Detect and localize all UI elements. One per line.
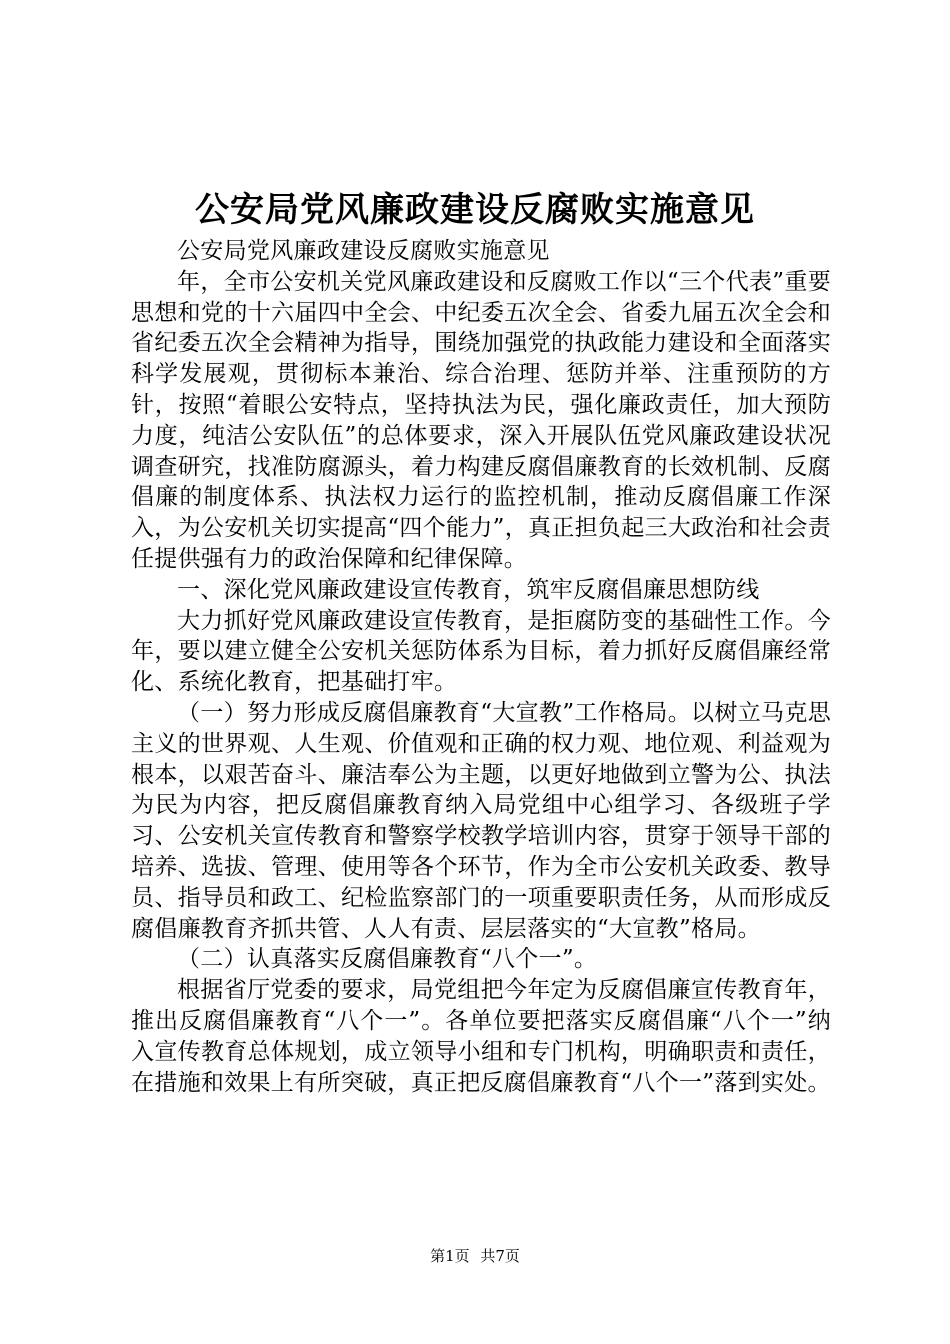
page-footer <box>0 1246 950 1266</box>
document-body <box>131 236 831 1098</box>
paragraph-item-2: 根据省厅党委的要求，局党组把今年定为反腐倡廉宣传教育年，推出反腐倡廉教育“八个一”。各单位要把落实反腐倡廉“八个一”纳入宣传教育总体规划，成立领导小组和专门机构，明确职责和责任，在措施和效果上有所突破，真正把反腐倡廉教育“八个一”落到实处。 <box>131 977 831 1096</box>
page-total: 共7页 <box>480 1247 520 1265</box>
document-title: 公安局党风廉政建设反腐败实施意见 <box>195 190 755 230</box>
paragraph-item-2-heading: （二）认真落实反腐倡廉教育“八个一”。 <box>177 946 598 973</box>
paragraph-intro: 年，全市公安机关党风廉政建设和反腐败工作以“三个代表”重要思想和党的十六届四中全会、中纪委五次全会、省委九届五次全会和省纪委五次全会精神为指导，围绕加强党的执政能力建设和全面落实科学发展观，贯彻标本兼治、综合治理、惩防并举、注重预防的方针，按照“着眼公安特点，坚持执法为民，强化廉政责任，加大预防力度，纯洁公安队伍”的总体要求，深入开展队伍党风廉政建设状况调查研究，找准防腐源头，着力构建反腐倡廉教育的长效机制、反腐倡廉的制度体系、执法权力运行的监控机制，推动反腐倡廉工作深入，为公安机关切实提高“四个能力”，真正担负起三大政治和社会责任提供强有力的政治保障和纪律保障。 <box>131 268 831 572</box>
paragraph-section-1: 大力抓好党风廉政建设宣传教育，是拒腐防变的基础性工作。今年，要以建立健全公安机关惩防体系为目标，着力抓好反腐倡廉经常化、系统化教育，把基础打牢。 <box>131 607 831 696</box>
paragraph-item-1: （一）努力形成反腐倡廉教育“大宣教”工作格局。以树立马克思主义的世界观、人生观、价值观和正确的权力观、地位观、利益观为根本，以艰苦奋斗、廉洁奉公为主题，以更好地做到立警为公、执法为民为内容，把反腐倡廉教育纳入局党组中心组学习、各级班子学习、公安机关宣传教育和警察学校教学培训内容，贯穿于领导干部的培养、选拔、管理、使用等各个环节，作为全市公安机关政委、教导员、指导员和政工、纪检监察部门的一项重要职责任务，从而形成反腐倡廉教育齐抓共管、人人有责、层层落实的“大宣教”格局。 <box>131 699 831 942</box>
page-number: 第1页 <box>430 1247 470 1265</box>
section-heading-1: 一、深化党风廉政建设宣传教育，筑牢反腐倡廉思想防线 <box>177 576 760 603</box>
paragraph-subtitle: 公安局党风廉政建设反腐败实施意见 <box>177 238 550 264</box>
